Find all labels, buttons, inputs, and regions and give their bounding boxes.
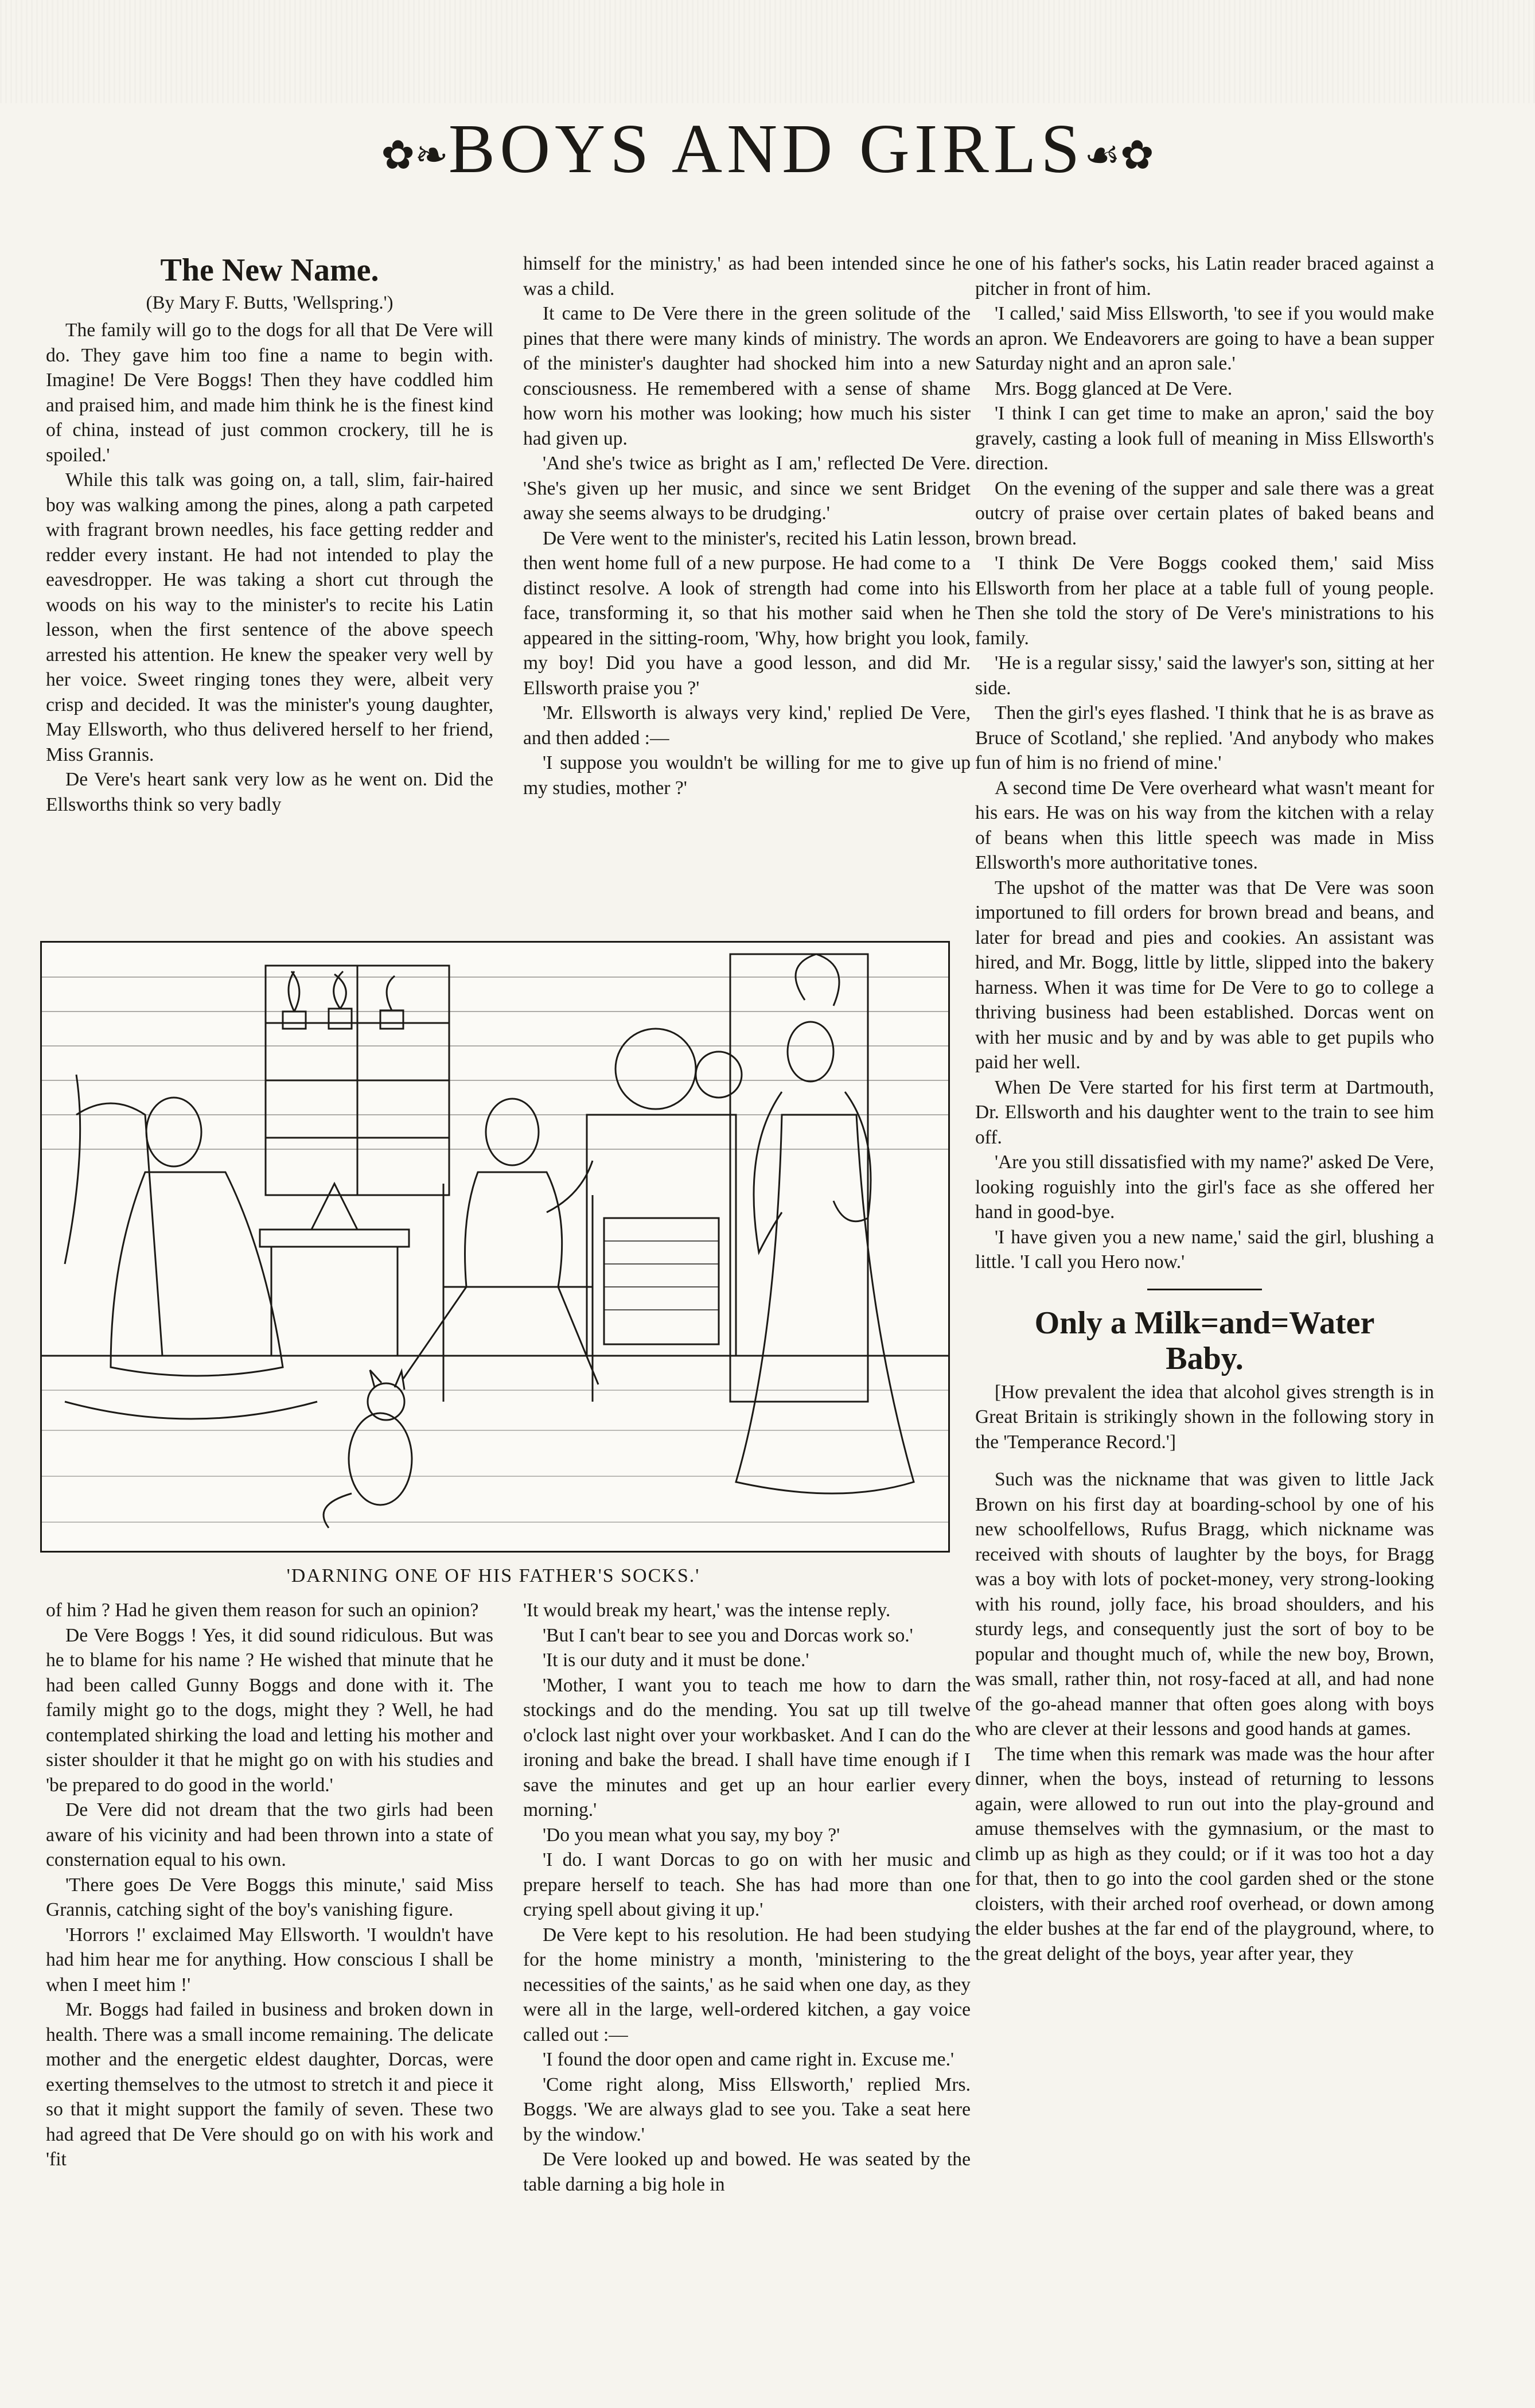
paragraph: It came to De Vere there in the green solitude of the pines that there were many kinds of ministry. The words of the minister's daughter had shocked him into a new consciousness. He remembered with a sense of shame how worn his mother was looking; how much his sister had given up. bbox=[523, 303, 971, 449]
article-title-2 bbox=[975, 1305, 1434, 1376]
paragraph: The time when this remark was made was the hour after dinner, when the boys, instead of returning to lessons again, were allowed to run out into the play-ground and amuse themselves with the gymnasium, or the mast to climb up as high as they could; or if it was too hot a day for that, then to go into the cool garden shed or the stone cloisters, with their arched roof overhead, or down among the elder bushes at the far end of the playground, where, to the great delight of the boys, year after year, they bbox=[975, 1743, 1434, 1964]
paragraph: 'I found the door open and came right in. Excuse me.' bbox=[543, 2049, 954, 2070]
paragraph: 'I think I can get time to make an apron,' said the boy gravely, casting a look full of meaning in Miss Ellsworth's direction. bbox=[975, 403, 1434, 474]
ornament-left-icon: ✿❧ bbox=[381, 134, 449, 178]
article-title-2-line2: Baby. bbox=[1166, 1340, 1244, 1376]
paragraph: 'It is our duty and it must be done.' bbox=[543, 1650, 809, 1671]
paragraph: himself for the ministry,' as had been intended since he was a child. bbox=[523, 253, 971, 299]
paper-texture bbox=[0, 0, 1535, 103]
paragraph: De Vere's heart sank very low as he went on. Did the Ellsworths think so very badly bbox=[46, 769, 493, 815]
ornament-right-icon: ☙✿ bbox=[1084, 134, 1154, 178]
column-2-top bbox=[523, 251, 971, 800]
illustration-darning-scene bbox=[40, 941, 950, 1553]
paragraph: 'He is a regular sissy,' said the lawyer's son, sitting at her side. bbox=[975, 652, 1434, 699]
article-divider bbox=[1147, 1289, 1262, 1290]
paragraph: 'I do. I want Dorcas to go on with her music and prepare herself to teach. She has had more than one crying spell about giving it up.' bbox=[523, 1849, 971, 1920]
paragraph: 'I have given you a new name,' said the girl, blushing a little. 'I call you Hero now.' bbox=[975, 1226, 1434, 1273]
paragraph: De Vere Boggs ! Yes, it did sound ridiculous. But was he to blame for his name ? He wished that minute that he had been called Gunny Boggs and done with it. The family might go to the dogs, might they ? Well, he had contemplated shirking the load and letting his mother and sister shoulder it that he might go on with his studies and 'be prepared to do good in the world.' bbox=[46, 1624, 493, 1796]
paragraph: On the evening of the supper and sale there was a great outcry of praise over certain plates of baked beans and brown bread. bbox=[975, 477, 1434, 549]
paragraph: When De Vere started for his first term at Dartmouth, Dr. Ellsworth and his daughter went to the train to see him off. bbox=[975, 1076, 1434, 1148]
paragraph: De Vere kept to his resolution. He had been studying for the home ministry a month, 'ministering to the necessities of the saints,' as he said when one day, as they were all in the large, well-ordered kitchen, a gay voice called out :— bbox=[523, 1924, 971, 2045]
article-title: The New Name. bbox=[160, 252, 379, 288]
paragraph: A second time De Vere overheard what wasn't meant for his ears. He was on his way from the kitchen with a relay of beans when this little speech was made in Miss Ellsworth's more authoritative tones. bbox=[975, 777, 1434, 873]
column-2-bottom bbox=[523, 1598, 971, 2197]
paragraph: 'There goes De Vere Boggs this minute,' said Miss Grannis, catching sight of the boy's vanishing figure. bbox=[46, 1874, 493, 1920]
paragraph: 'Do you mean what you say, my boy ?' bbox=[543, 1824, 840, 1846]
paragraph: The family will go to the dogs for all that De Vere will do. They gave him too fine a name to begin with. Imagine! De Vere Boggs! Then they have coddled him and praised him, and made him think he is the finest kind of china, instead of just common crockery, till he is spoiled.' bbox=[46, 320, 493, 466]
paragraph: 'Mr. Ellsworth is always very kind,' replied De Vere, and then added :— bbox=[523, 702, 971, 749]
paragraph: 'Mother, I want you to teach me how to darn the stockings and do the mending. You sat up till twelve o'clock last night over your workbasket. And I can do the ironing and bake the bread. I shall have time enough if I save the minutes and get up an hour earlier every morning.' bbox=[523, 1674, 971, 1820]
paragraph: The upshot of the matter was that De Vere was soon importuned to fill orders for brown bread and beans, and later for bread and pies and cookies. An assistant was hired, and Mr. Bogg, little by little, slipped into the bakery harness. When it was time for De Vere to go to college a thriving business had been established. Dorcas went on with her music and by and by was able to get pupils who paid her well. bbox=[975, 877, 1434, 1073]
paragraph: Such was the nickname that was given to little Jack Brown on his first day at boarding-school by one of his new schoolfellows, Rufus Bragg, which nickname was received with shouts of laughter by the boys, for Bragg was a boy with lots of pocket-money, very strong-looking with his round, jolly face, his broad shoulders, and his sturdy legs, and consequently just the sort of boy to be popular and thought much of, while the new boy, Brown, was small, rather thin, not rosy-faced at all, and had none of the go-ahead manner that often goes along with boys who are clever at their lessons and good hands at games. bbox=[975, 1469, 1434, 1740]
paragraph: 'I suppose you wouldn't be willing for me to give up my studies, mother ?' bbox=[523, 752, 971, 799]
column-3 bbox=[975, 251, 1434, 1966]
illustration-caption: 'DARNING ONE OF HIS FATHER'S SOCKS.' bbox=[286, 1565, 700, 1586]
paragraph: Mrs. Bogg glanced at De Vere. bbox=[995, 378, 1233, 399]
paragraph: 'Horrors !' exclaimed May Ellsworth. 'I wouldn't have had him hear me for anything. How conscious I shall be when I meet him !' bbox=[46, 1924, 493, 1995]
paragraph: 'I think De Vere Boggs cooked them,' said Miss Ellsworth from her place at a table full of young people. Then she told the story of De Vere's ministrations to his family. bbox=[975, 553, 1434, 649]
paragraph: De Vere went to the minister's, recited his Latin lesson, then went home full of a new purpose. He had come to a distinct resolve. A look of strength had come into his face, transforming it, so that his mother said when he appeared in the sitting-room, 'Why, how bright you look, my boy! Did you have a good lesson, and did Mr. Ellsworth praise you ?' bbox=[523, 527, 971, 699]
article-title-2-line1: Only a Milk=and=Water bbox=[1034, 1305, 1375, 1341]
paragraph: 'Are you still dissatisfied with my name?' asked De Vere, looking roguishly into the girl's face as she offered her hand in good-bye. bbox=[975, 1152, 1434, 1223]
paragraph: Then the girl's eyes flashed. 'I think that he is as brave as Bruce of Scotland,' she replied. 'And anybody who makes fun of him is no friend of mine.' bbox=[975, 702, 1434, 773]
paragraph: De Vere did not dream that the two girls had been aware of his vicinity and had been thrown into a state of consternation equal to his own. bbox=[46, 1799, 493, 1870]
masthead-title: BOYS AND GIRLS bbox=[448, 110, 1085, 188]
paragraph: 'It would break my heart,' was the intense reply. bbox=[523, 1600, 891, 1621]
paragraph: 'Come right along, Miss Ellsworth,' replied Mrs. Boggs. 'We are always glad to see you. Take a seat here by the window.' bbox=[523, 2074, 971, 2145]
paragraph: of him ? Had he given them reason for such an opinion? bbox=[46, 1600, 479, 1621]
paragraph: De Vere looked up and bowed. He was seated by the table darning a big hole in bbox=[523, 2149, 971, 2195]
column-1-bottom bbox=[46, 1598, 493, 2172]
column-1-top bbox=[46, 252, 493, 817]
paragraph: Mr. Boggs had failed in business and broken down in health. There was a small income remaining. The delicate mother and the energetic eldest daughter, Dorcas, were exerting themselves to the utmost to stretch it and piece it so that it might support the family of seven. These two had agreed that De Vere should go on with his work and 'fit bbox=[46, 1999, 493, 2170]
paragraph: 'I called,' said Miss Ellsworth, 'to see if you would make an apron. We Endeavorers are going to have a bean supper Saturday night and an apron sale.' bbox=[975, 303, 1434, 374]
section-masthead bbox=[241, 112, 1294, 186]
paragraph: 'But I can't bear to see you and Dorcas work so.' bbox=[543, 1624, 913, 1646]
article-byline: (By Mary F. Butts, 'Wellspring.') bbox=[146, 293, 394, 313]
paragraph: 'And she's twice as bright as I am,' reflected De Vere. 'She's given up her music, and since we sent Bridget away she seems always to be drudging.' bbox=[523, 453, 971, 524]
paragraph: While this talk was going on, a tall, slim, fair-haired boy was walking among the pines, along a path carpeted with fragrant brown needles, his face getting redder and redder every instant. He had not intended to play the eavesdropper. He was taking a short cut through the woods on his way to the minister's to recite his Latin lesson, when the first sentence of the above speech arrested his attention. He knew the speaker very well by her voice. Sweet ringing tones they were, albeit very crisp and decided. It was the minister's young daughter, May Ellsworth, who thus delivered herself to her friend, Miss Grannis. bbox=[46, 469, 493, 765]
illustration-drawing bbox=[42, 943, 948, 1551]
editor-note: [How prevalent the idea that alcohol gives strength is in Great Britain is strikingly shown in the following story in the 'Temperance Record.'] bbox=[975, 1381, 1434, 1453]
paragraph: one of his father's socks, his Latin reader braced against a pitcher in front of him. bbox=[975, 253, 1434, 299]
